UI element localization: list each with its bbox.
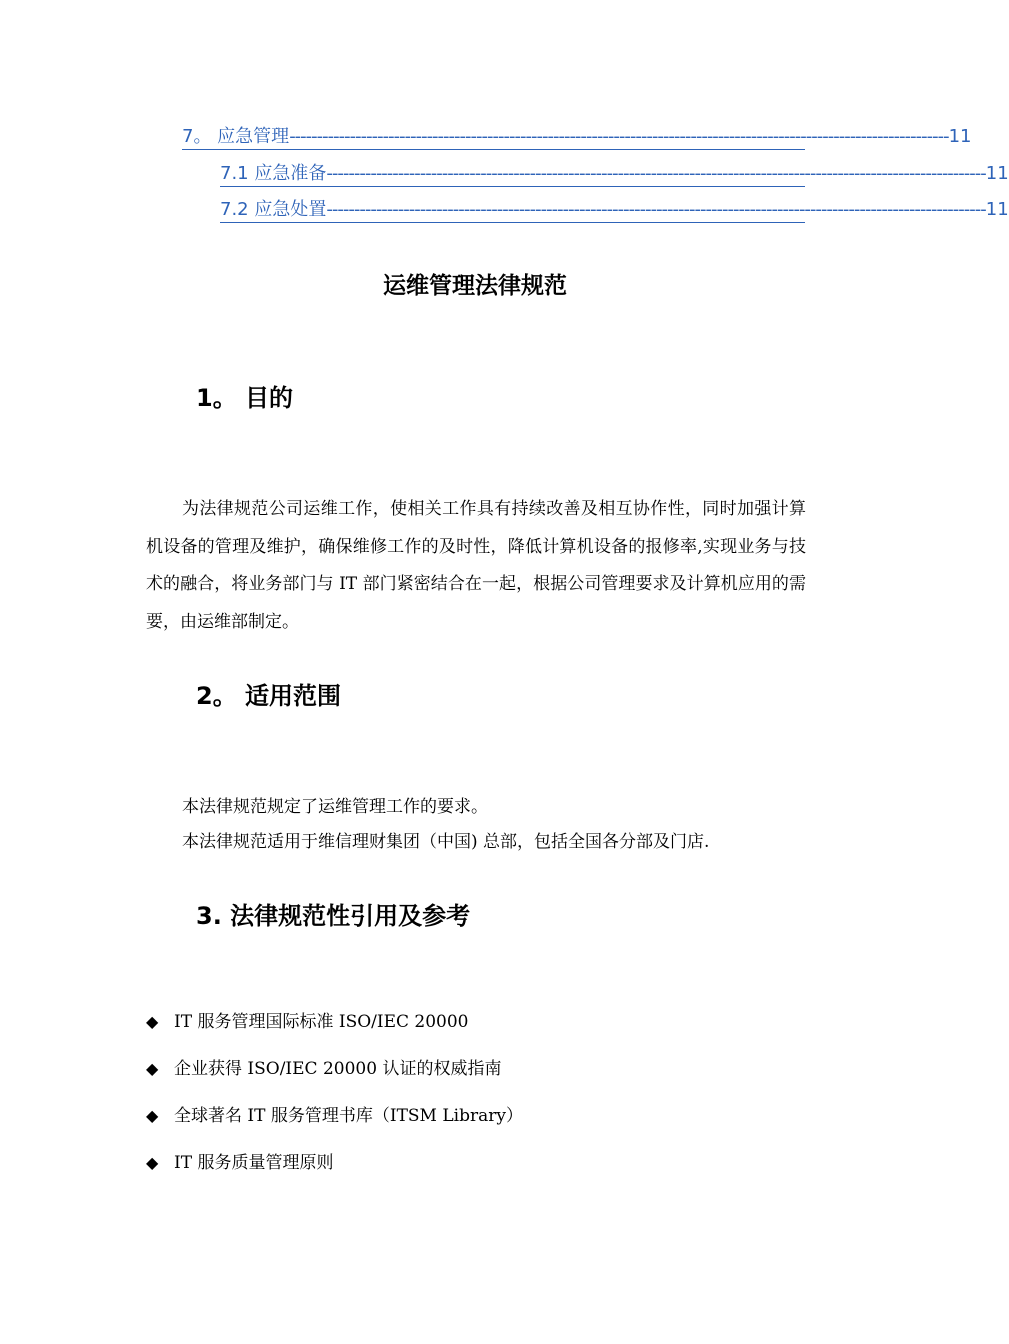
section-heading-references: 3. 法律规范性引用及参考	[196, 902, 471, 930]
toc-leader: ------------------------------------------------------------------------------------------------------------------------	[326, 199, 986, 220]
toc-page-number: 11	[985, 199, 1009, 220]
toc-leader: ------------------------------------------------------------------------------------------------------------------------	[289, 126, 949, 147]
diamond-bullet-icon: ◆	[146, 1012, 159, 1031]
toc-label: 7。 应急管理	[182, 126, 290, 147]
scope-line: 本法律规范规定了运维管理工作的要求。	[182, 797, 488, 817]
diamond-bullet-icon: ◆	[146, 1059, 159, 1078]
reference-list-item	[146, 1151, 333, 1175]
reference-list-item	[146, 1104, 523, 1128]
toc-page-number: 11	[948, 126, 972, 147]
toc-leader: ------------------------------------------------------------------------------------------------------------------------	[326, 163, 986, 184]
section-heading-scope: 2。 适用范围	[196, 682, 342, 710]
toc-link-emergency-management[interactable]	[182, 125, 972, 150]
reference-list-item	[146, 1057, 501, 1081]
toc-label: 7.1 应急准备	[220, 163, 327, 184]
reference-text: 企业获得 ISO/IEC 20000 认证的权威指南	[174, 1059, 502, 1079]
reference-text: IT 服务质量管理原则	[174, 1153, 334, 1173]
diamond-bullet-icon: ◆	[146, 1153, 159, 1172]
diamond-bullet-icon: ◆	[146, 1106, 159, 1125]
toc-label: 7.2 应急处置	[220, 199, 327, 220]
reference-list-item	[146, 1010, 469, 1034]
scope-line: 本法律规范适用于维信理财集团（中国) 总部，包括全国各分部及门店.	[182, 832, 710, 852]
section-heading-purpose: 1。 目的	[196, 384, 294, 412]
toc-page-number: 11	[985, 163, 1009, 184]
document-title: 运维管理法律规范	[383, 273, 567, 299]
reference-text: IT 服务管理国际标准 ISO/IEC 20000	[174, 1012, 469, 1032]
toc-link-emergency-preparation[interactable]	[220, 162, 1009, 187]
purpose-paragraph: 为法律规范公司运维工作，使相关工作具有持续改善及相互协作性，同时加强计算机设备的管理及维护，确保维修工作的及时性，降低计算机设备的报修率,实现业务与技术的融合，将业务部门与 IT 部门紧密结合在一起，根据公司管理要求及计算机应用的需要，由运维部制定。	[146, 499, 806, 632]
reference-text: 全球著名 IT 服务管理书库（ITSM Library）	[174, 1106, 523, 1126]
toc-link-emergency-handling[interactable]	[220, 198, 1009, 223]
